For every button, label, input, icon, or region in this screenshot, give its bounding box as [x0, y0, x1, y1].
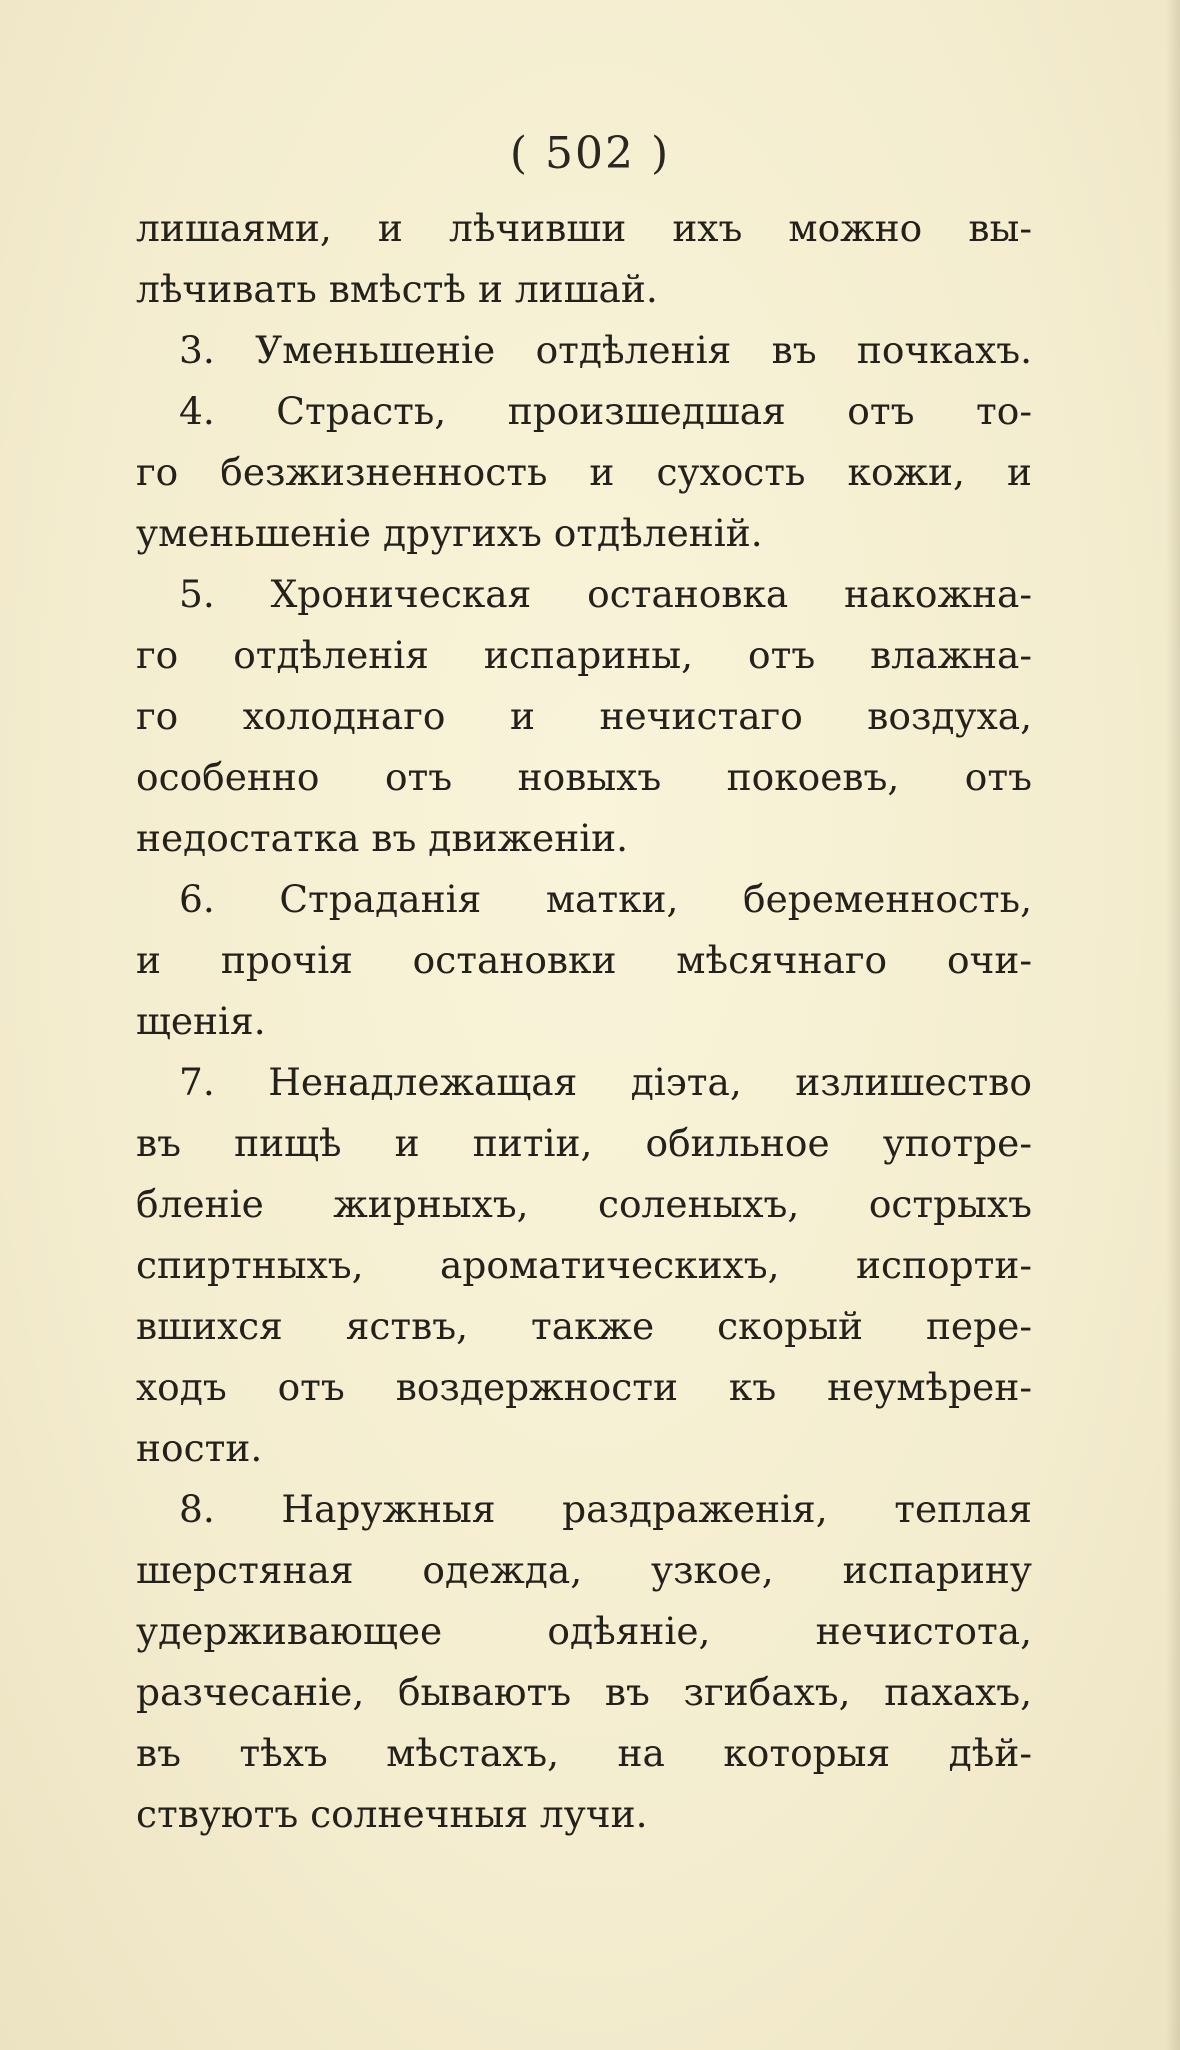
- text-line: лишаями, и лѣчивши ихъ можно вы-: [136, 206, 1032, 250]
- text-line: лѣчивать вмѣстѣ и лишай.: [136, 267, 658, 311]
- text-line: щенiя.: [136, 999, 266, 1043]
- text-line: ности.: [136, 1426, 263, 1470]
- text-line: 6. Страданiя матки, беременность,: [179, 877, 1032, 921]
- text-line: недостатка въ движенiи.: [136, 816, 629, 860]
- text-line: спиртныхъ, ароматическихъ, испорти-: [136, 1243, 1032, 1287]
- text-line: 3. Уменьшенiе отдѣленiя въ почкахъ.: [179, 328, 1032, 372]
- text-line: го безжизненность и сухость кожи, и: [136, 450, 1032, 494]
- text-line: 4. Страсть, произшедшая отъ то-: [179, 389, 1032, 433]
- text-line: въ пищѣ и питiи, обильное употре-: [136, 1121, 1032, 1165]
- page-edge-shadow: [1166, 0, 1180, 2050]
- text-line: го отдѣленiя испарины, отъ влажна-: [136, 633, 1032, 677]
- text-line: ходъ отъ воздержности къ неумѣрен-: [136, 1365, 1032, 1409]
- text-line: уменьшенiе другихъ отдѣленiй.: [136, 511, 763, 555]
- text-line: въ тѣхъ мѣстахъ, на которыя дѣй-: [136, 1731, 1032, 1775]
- text-line: особенно отъ новыхъ покоевъ, отъ: [136, 755, 1032, 799]
- text-line: удерживающее одѣянiе, нечистота,: [136, 1609, 1032, 1653]
- body-text: [136, 198, 1032, 1845]
- text-line: го холоднаго и нечистаго воздуха,: [136, 694, 1032, 738]
- text-line: 7. Ненадлежащая дiэта, излишество: [179, 1060, 1032, 1104]
- page-number: ( 502 ): [509, 128, 671, 179]
- text-line: 5. Хроническая остановка накожна-: [179, 572, 1032, 616]
- text-line: разчесанiе, бываютъ въ згибахъ, пахахъ,: [136, 1670, 1032, 1714]
- text-line: вшихся яствъ, также скорый пере-: [136, 1304, 1032, 1348]
- text-line: и прочiя остановки мѣсячнаго очи-: [136, 938, 1032, 982]
- text-line: ствуютъ солнечныя лучи.: [136, 1792, 648, 1836]
- text-line: бленiе жирныхъ, соленыхъ, острыхъ: [136, 1182, 1032, 1226]
- text-line: шерстяная одежда, узкое, испарину: [136, 1548, 1032, 1592]
- text-line: 8. Наружныя раздраженiя, теплая: [179, 1487, 1032, 1531]
